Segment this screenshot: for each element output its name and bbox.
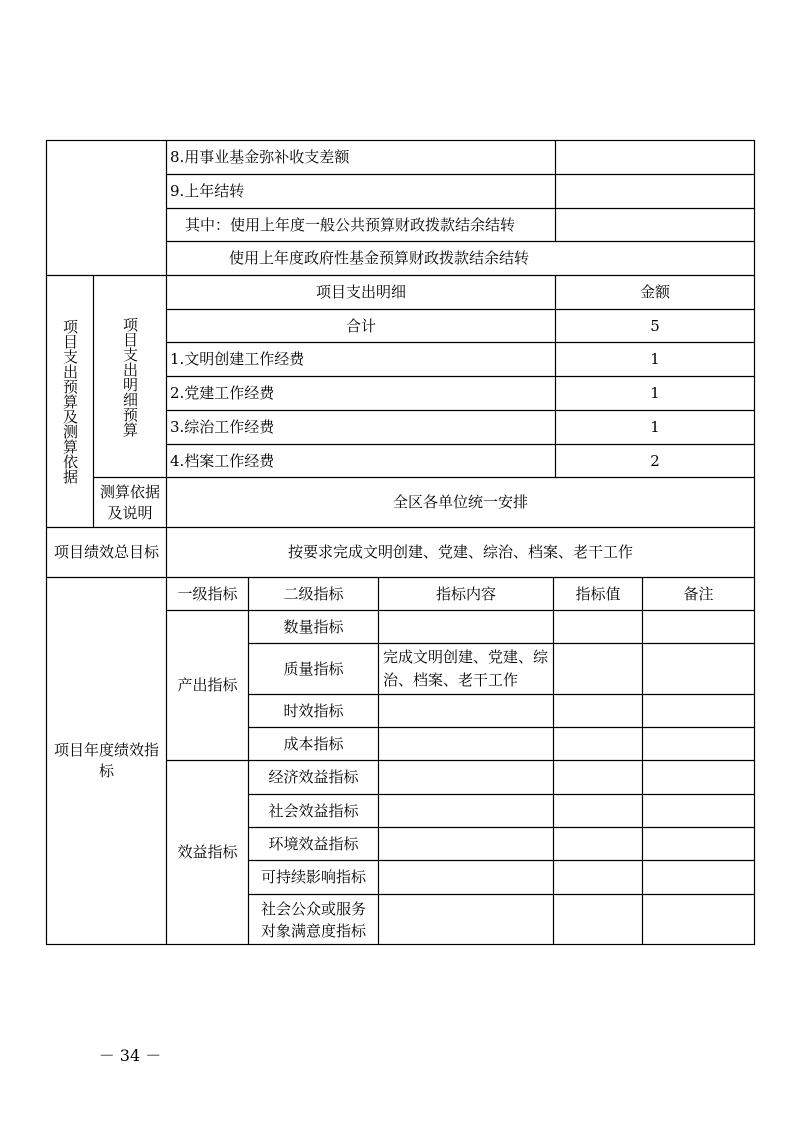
benefit-item-name: 可持续影响指标	[260, 868, 366, 886]
annual-header-level1: 一级指标	[177, 584, 238, 603]
annual-header-value: 指标值	[575, 584, 621, 603]
budget-item-amount: 1	[650, 384, 660, 402]
funding-row-general-carryover: 其中：使用上年度一般公共预算财政拨款结余结转	[185, 215, 516, 234]
output-item-name: 成本指标	[283, 734, 344, 753]
budget-item-label: 1.文明创建工作经费	[170, 350, 305, 368]
budget-inner-label: 项目支出明细预算	[121, 316, 139, 437]
annual-header-remark: 备注	[683, 584, 714, 603]
output-item-name: 数量指标	[283, 617, 344, 636]
annual-header-level2: 二级指标	[283, 584, 344, 603]
overall-goal-text: 按要求完成文明创建、党建、综治、档案、老干工作	[287, 543, 633, 561]
budget-basis-label: 测算依据及说明	[99, 482, 160, 522]
benefit-item-name: 经济效益指标	[268, 768, 359, 786]
budget-item-label: 2.党建工作经费	[170, 384, 275, 402]
output-indicator-label: 产出指标	[177, 676, 238, 694]
budget-total-amount: 5	[650, 316, 660, 335]
funding-row-fund-carryover: 使用上年度政府性基金预算财政拨款结余结转	[229, 249, 530, 267]
overall-goal-label: 项目绩效总目标	[53, 543, 159, 561]
output-item-name: 时效指标	[283, 701, 344, 720]
benefit-item-name: 环境效益指标	[268, 834, 359, 853]
budget-total-label: 合计	[345, 316, 376, 335]
budget-item-label: 3.综治工作经费	[170, 418, 275, 436]
budget-header-detail: 项目支出明细	[315, 283, 406, 301]
output-item-content: 完成文明创建、党建、综治、档案、老干工作	[383, 648, 549, 689]
funding-row-8: 8.用事业基金弥补收支差额	[170, 148, 350, 166]
benefit-indicator-label: 效益指标	[177, 843, 238, 861]
output-item-name: 质量指标	[283, 659, 344, 678]
budget-item-amount: 1	[650, 350, 660, 368]
page-number: － 34 －	[98, 1046, 162, 1065]
budget-outer-label: 项目支出预算及测算依据	[61, 319, 79, 484]
budget-header-amount: 金额	[639, 283, 670, 301]
budget-basis-text: 全区各单位统一安排	[392, 493, 528, 511]
benefit-item-name: 社会公众或服务对象满意度指标	[260, 899, 366, 940]
funding-row-9: 9.上年结转	[170, 182, 245, 200]
budget-item-amount: 2	[650, 451, 660, 470]
budget-item-amount: 1	[650, 418, 660, 436]
annual-label: 项目年度绩效指标	[53, 741, 159, 780]
budget-item-label: 4.档案工作经费	[170, 451, 275, 470]
annual-header-content: 指标内容	[435, 584, 496, 603]
benefit-item-name: 社会效益指标	[268, 801, 359, 820]
